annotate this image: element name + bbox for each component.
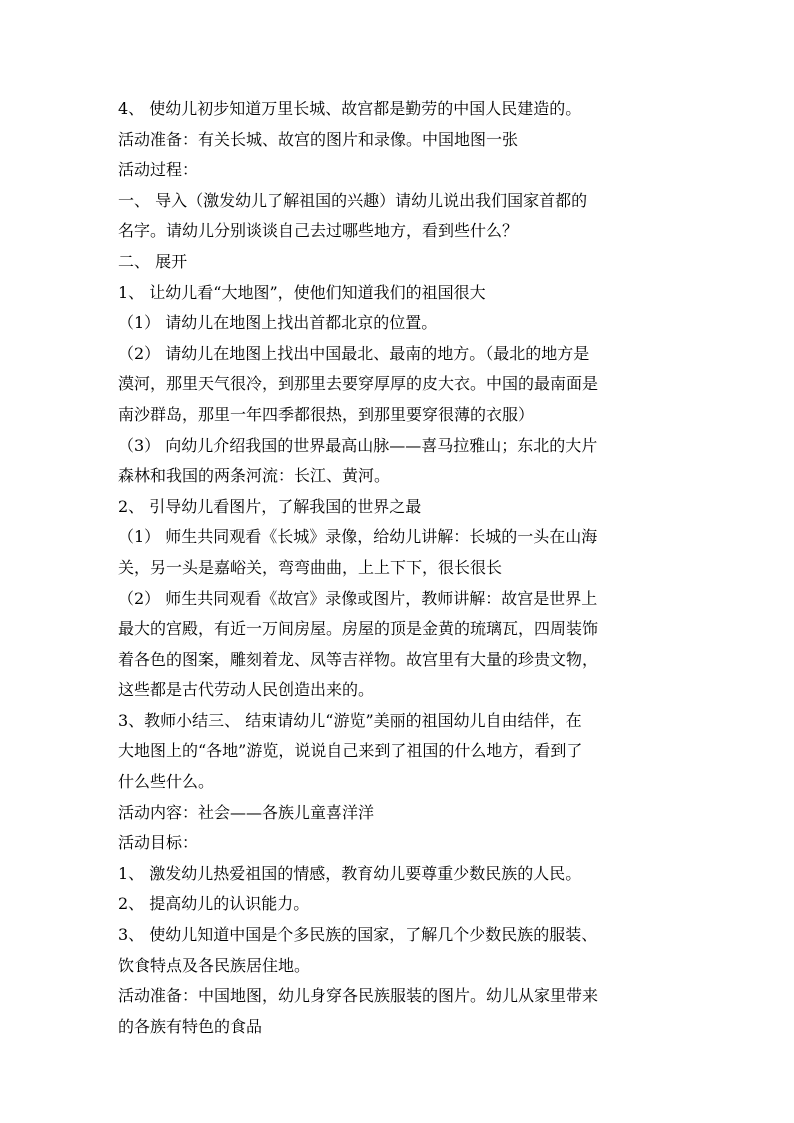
- text-line: 4、 使幼儿初步知道万里长城、故宫都是勤劳的中国人民建造的。: [118, 99, 582, 118]
- text-line: （1） 师生共同观看《长城》录像，给幼儿讲解：长城的一头在山海: [118, 527, 598, 547]
- text-line: （2） 师生共同观看《故宫》录像或图片，教师讲解：故宫是世界上: [118, 588, 598, 608]
- text-line: 二、 展开: [118, 251, 188, 271]
- text-line: 南沙群岛，那里一年四季都很热，到那里要穿很薄的衣服）: [118, 404, 535, 424]
- text-line: 活动准备：有关长城、故宫的图片和录像。中国地图一张: [118, 129, 519, 149]
- text-line: 着各色的图案，雕刻着龙、凤等吉祥物。故宫里有大量的珍贵文物，: [118, 649, 599, 669]
- text-line: 这些都是古代劳动人民创造出来的。: [118, 680, 375, 700]
- text-line: 3、 使幼儿知道中国是个多民族的国家，了解几个少数民族的服装、: [118, 925, 598, 945]
- text-line: （1） 请幼儿在地图上找出首都北京的位置。: [118, 313, 438, 333]
- text-line: 什么些什么。: [118, 772, 215, 792]
- text-line: （3） 向幼儿介绍我国的世界最高山脉——喜马拉雅山；东北的大片: [118, 435, 598, 455]
- text-line: 大地图上的“各地”游览，说说自己来到了祖国的什么地方，看到了: [118, 741, 583, 761]
- document-body: [118, 94, 678, 1042]
- text-line: 森林和我国的两条河流：长江、黄河。: [118, 466, 391, 486]
- text-line: 活动过程：: [118, 160, 199, 180]
- text-line: 2、 引导幼儿看图片，了解我国的世界之最: [118, 496, 422, 516]
- text-line: 一、 导入（激发幼儿了解祖国的兴趣）请幼儿说出我们国家首都的: [118, 190, 588, 210]
- text-line: （2） 请幼儿在地图上找出中国最北、最南的地方。（最北的地方是: [118, 343, 590, 363]
- text-line: 活动内容：社会——各族儿童喜洋洋: [118, 802, 375, 822]
- text-line: 活动准备：中国地图，幼儿身穿各民族服装的图片。幼儿从家里带来: [118, 986, 599, 1006]
- text-line: 的各族有特色的食品: [118, 1016, 263, 1036]
- text-line: 关，另一头是嘉峪关，弯弯曲曲，上上下下，很长很长: [118, 557, 503, 577]
- text-line: 名字。请幼儿分别谈谈自己去过哪些地方，看到些什么？: [118, 221, 519, 241]
- text-line: 漠河，那里天气很冷，到那里去要穿厚厚的皮大衣。中国的最南面是: [118, 374, 599, 394]
- text-line: 1、 让幼儿看“大地图”，使他们知道我们的祖国很大: [118, 282, 486, 302]
- text-line: 饮食特点及各民族居住地。: [118, 955, 311, 975]
- text-line: 活动目标：: [118, 833, 199, 853]
- text-line: 3、教师小结三、 结束请幼儿“游览”美丽的祖国幼儿自由结伴，在: [118, 710, 582, 730]
- text-line: 最大的宫殿，有近一万间房屋。房屋的顶是金黄的琉璃瓦，四周装饰: [118, 619, 599, 639]
- text-line: 1、 激发幼儿热爱祖国的情感，教育幼儿要尊重少数民族的人民。: [118, 863, 582, 883]
- text-line: 2、 提高幼儿的认识能力。: [118, 894, 310, 914]
